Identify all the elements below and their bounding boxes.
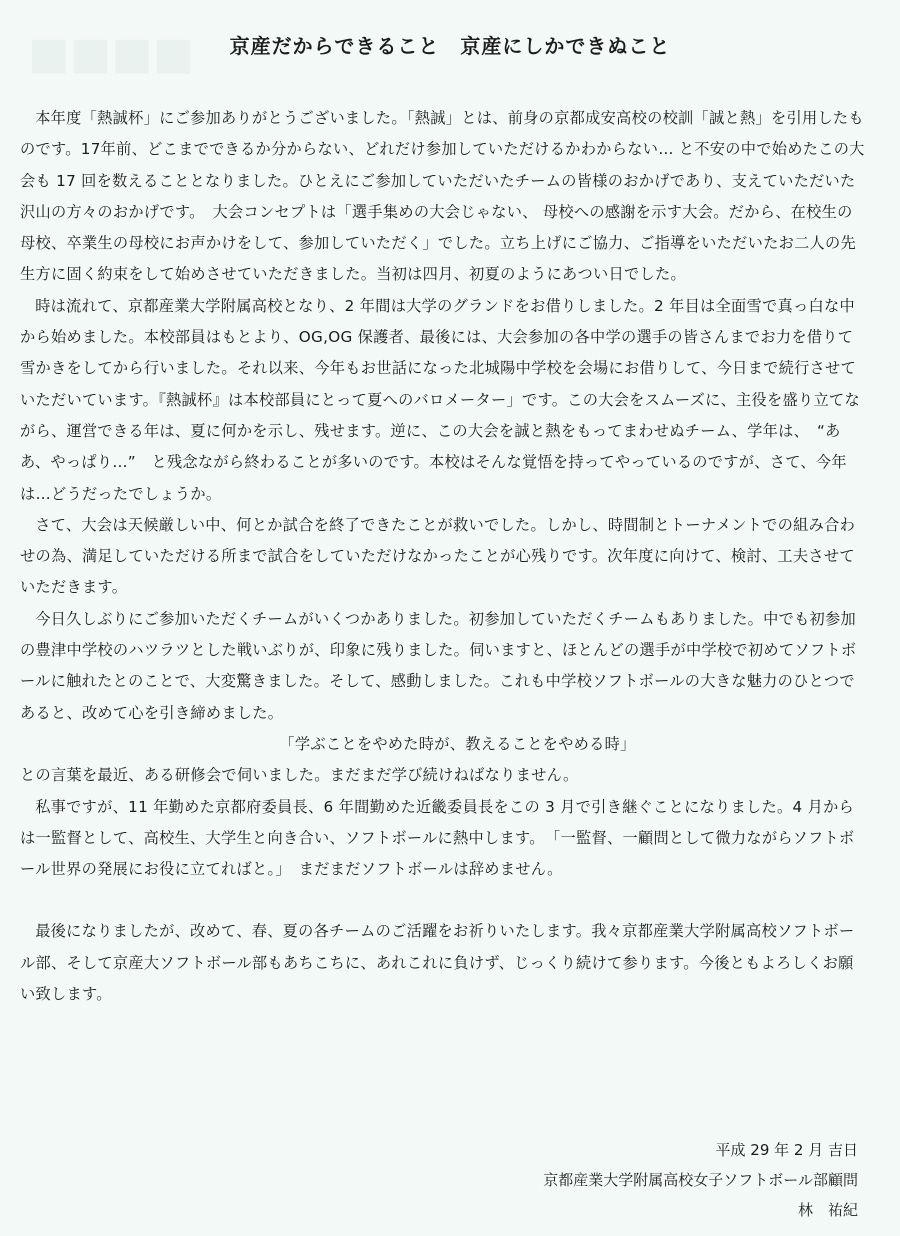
letter-body bbox=[20, 103, 865, 1010]
signature-name: 林 祐紀 bbox=[797, 1201, 858, 1219]
quote-line: 「学ぶことをやめた時が、教えることをやめる時」 bbox=[279, 734, 636, 753]
paragraph-gap bbox=[20, 885, 865, 916]
paragraph-history: 時は流れて、京都産業大学附属高校となり、2 年間は大学のグランドをお借りしました。2 年目は全面雪で真っ白な中から始めました。本校部員はもとより、OG,OG 保護者、最後には、大会参加の各中学の選手の皆さんまでお力を借りて雪かきをしてから行いました。それ以来、今年もお世話になった北城陽中学校を会場にお借りして、今日まで続行させていただいています。『熱誠杯』は本校部員にとって夏へのバロメーター」です。この大会をスムーズに、主役を盛り立てながら、運営できる年は、夏に何かを示し、残せます。逆に、この大会を誠と熱をもってまわせぬチーム、学年は、 “ああ、やっぱり…” と残念ながら終わることが多いのです。本校はそんな覚悟を持ってやっているのですが、さて、今年は…どうだったでしょうか。 bbox=[20, 296, 860, 503]
paragraph-personal: 私事ですが、11 年勤めた京都府委員長、6 年間勤めた近畿委員長をこの 3 月で引き継ぐことになりました。4 月からは一監督として、高校生、大学生と向き合い、ソフトボールに熱中します。 「一監督、一顧問として微力ながらソフトボール世界の発展にお役に立てればと。」 まだまだソフトボールは辞めません。 bbox=[20, 797, 855, 879]
paragraph-quote-followup: との言葉を最近、ある研修会で伺いました。まだまだ学び続けねばなりません。 bbox=[20, 766, 579, 785]
bleed-through-shadow: ■■■■ bbox=[28, 28, 195, 79]
signature-block bbox=[543, 1135, 858, 1225]
paragraph-tournament: さて、大会は天候厳しい中、何とか試合を終了できたことが救いでした。しかし、時間制とトーナメントでの組み合わせの為、満足していただける所まで試合をしていただけなかったことが心残りです。次年度に向けて、検討、工夫させていただきます。 bbox=[20, 515, 856, 597]
paragraph-participants: 今日久しぶりにご参加いただくチームがいくつかありました。初参加していただくチームもありました。中でも初参加の豊津中学校のハツラツとした戦いぶりが、印象に残りました。伺いますと、ほとんどの選手が中学校で初めてソフトボールに触れたとのことで、大変驚きました。そして、感動しました。これも中学校ソフトボールの大きな魅力のひとつであると、改めて心を引き締めました。 bbox=[20, 609, 857, 722]
paragraph-opening: 本年度「熱誠杯」にご参加ありがとうございました。「熱誠」とは、前身の京都成安高校の校訓「誠と熱」を引用したものです。17年前、どこまでできるか分からない、どれだけ参加していただけるかわからない… と不安の中で始めたこの大会も 17 回を数えることとなりました。ひとえにご参加していただいたチームの皆様のおかげであり、支えていただいた沢山の方々のおかげです。 大会コンセプトは「選手集めの大会じゃない、 母校への感謝を示す大会。だから、在校生の母校、卒業生の母校にお声かけをして、参加していただく」でした。立ち上げにご協力、ご指導をいただいたお二人の先生方に固く約束をして始めさせていただきました。当初は四月、初夏のようにあつい日でした。 bbox=[20, 109, 865, 284]
paragraph-closing: 最後になりましたが、改めて、春、夏の各チームのご活躍をお祈りいたします。我々京都産業大学附属高校ソフトボール部、そして京産大ソフトボール部もあちこちに、あれこれに負けず、じっくり続けて参ります。今後ともよろしくお願い致します。 bbox=[20, 922, 855, 1004]
document-title: 京産だからできること 京産にしかできぬこと bbox=[229, 34, 671, 58]
signature-affiliation: 京都産業大学附属高校女子ソフトボール部顧問 bbox=[543, 1171, 858, 1189]
signature-date: 平成 29 年 2 月 吉日 bbox=[715, 1141, 858, 1159]
